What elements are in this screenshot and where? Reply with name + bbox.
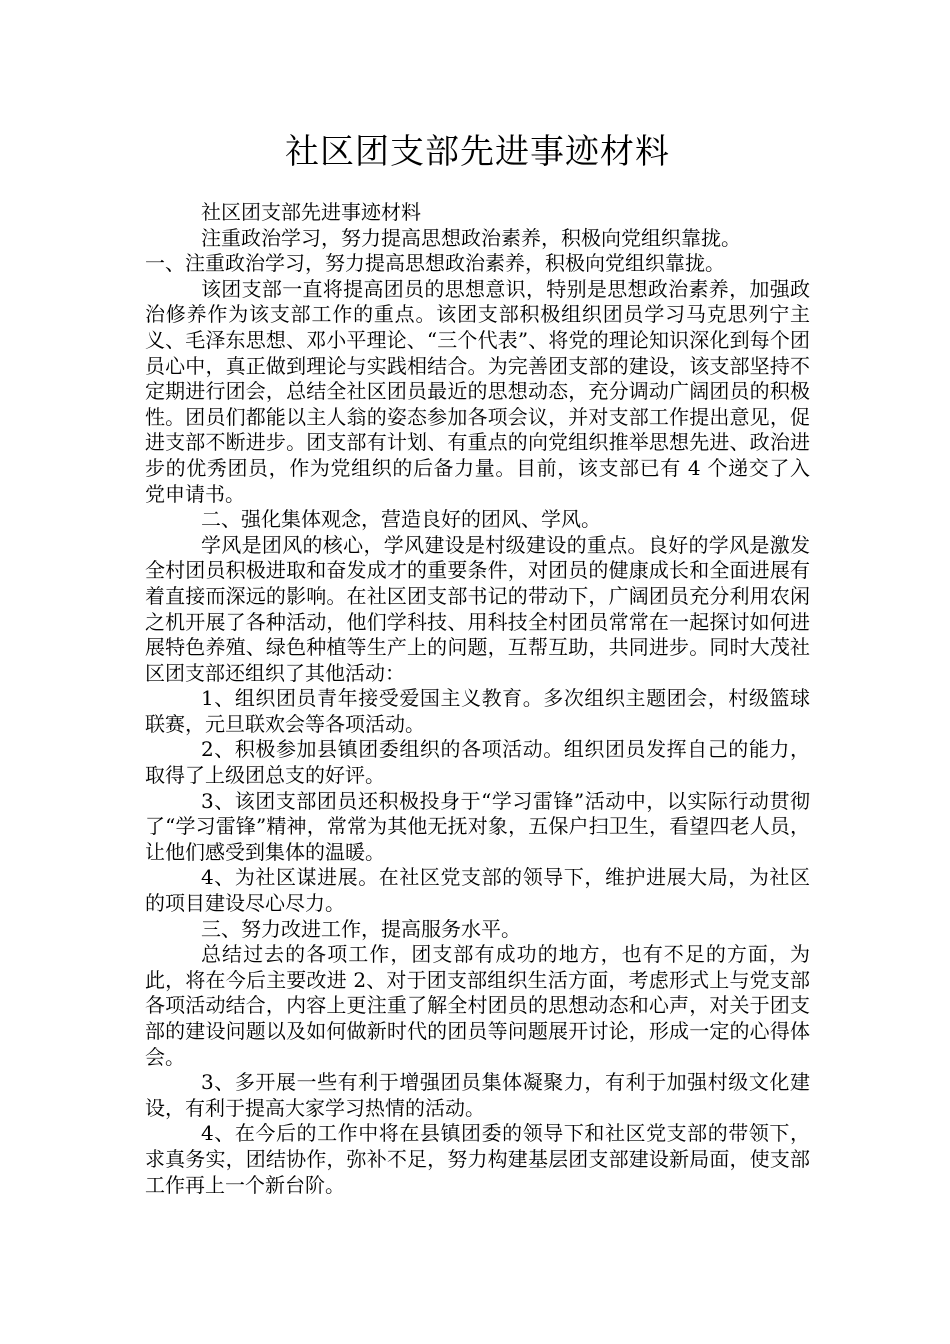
- paragraph-summary: 注重政治学习，努力提高思想政治素养，积极向党组织靠拢。: [201, 225, 741, 250]
- paragraph-body: 学风是团风的核心，学风建设是村级建设的重点。良好的学风是激发全村团员积极进取和奋发成才的重要条件，对团员的健康成长和全面进展有着直接而深远的影响。在社区团支部书记的带动下，广阔团员充分利用农闲之机开展了各种活动，他们学科技、用科技全村团员常常在一起探讨如何进展特色养殖、绿色种植等生产上的问题，互帮互助，共同进步。同时大茂社区团支部还组织了其他活动：: [145, 532, 810, 685]
- list-item: 3、该团支部团员还积极投身于“学习雷锋”活动中，以实际行动贯彻了“学习雷锋”精神，常常为其他无抚对象，五保户扫卫生，看望四老人员，让他们感受到集体的温暖。: [145, 788, 810, 864]
- section-heading-3: 三、努力改进工作，提高服务水平。: [201, 916, 521, 941]
- list-item: 4、为社区谋进展。在社区党支部的领导下，维护进展大局，为社区的项目建设尽心尽力。: [145, 865, 810, 916]
- paragraph-subtitle: 社区团支部先进事迹材料: [201, 200, 421, 224]
- section-heading-1: 一、注重政治学习，努力提高思想政治素养，积极向党组织靠拢。: [145, 251, 725, 276]
- document-title: 社区团支部先进事迹材料: [285, 132, 670, 172]
- list-item: 3、多开展一些有利于增强团员集体凝聚力，有利于加强村级文化建设，有利于提高大家学习热情的活动。: [145, 1070, 810, 1120]
- list-item: 2、积极参加县镇团委组织的各项活动。组织团员发挥自己的能力，取得了上级团总支的好评。: [145, 737, 810, 788]
- paragraph-body: 该团支部一直将提高团员的思想意识，特别是思想政治素养，加强政治修养作为该支部工作的重点。该团支部积极组织团员学习马克思列宁主义、毛泽东思想、邓小平理论、“三个代表”、将党的理论知识深化到每个团员心中，真正做到理论与实践相结合。为完善团支部的建设，该支部坚持不定期进行团会，总结全社区团员最近的思想动态，充分调动广阔团员的积极性。团员们都能以主人翁的姿态参加各项会议，并对支部工作提出意见，促进支部不断进步。团支部有计划、有重点的向党组织推举思想先进、政治进步的优秀团员，作为党组织的后备力量。目前，该支部已有 4 个递交了入党申请书。: [145, 276, 810, 506]
- list-item: 1、组织团员青年接受爱国主义教育。多次组织主题团会，村级篮球联赛，元旦联欢会等各项活动。: [145, 686, 810, 736]
- paragraph-body: 总结过去的各项工作，团支部有成功的地方，也有不足的方面，为此，将在今后主要改进 2、对于团支部组织生活方面，考虑形式上与党支部各项活动结合，内容上更注重了解全村团员的思想动态和心声，对关于团支部的建设问题以及如何做新时代的团员等问题展开讨论，形成一定的心得体会。: [145, 942, 810, 1069]
- document-page: [145, 128, 810, 1198]
- section-heading-2: 二、强化集体观念，营造良好的团风、学风。: [201, 507, 601, 532]
- list-item: 4、在今后的工作中将在县镇团委的领导下和社区党支部的带领下，求真务实，团结协作，弥补不足，努力构建基层团支部建设新局面，使支部工作再上一个新台阶。: [145, 1121, 810, 1197]
